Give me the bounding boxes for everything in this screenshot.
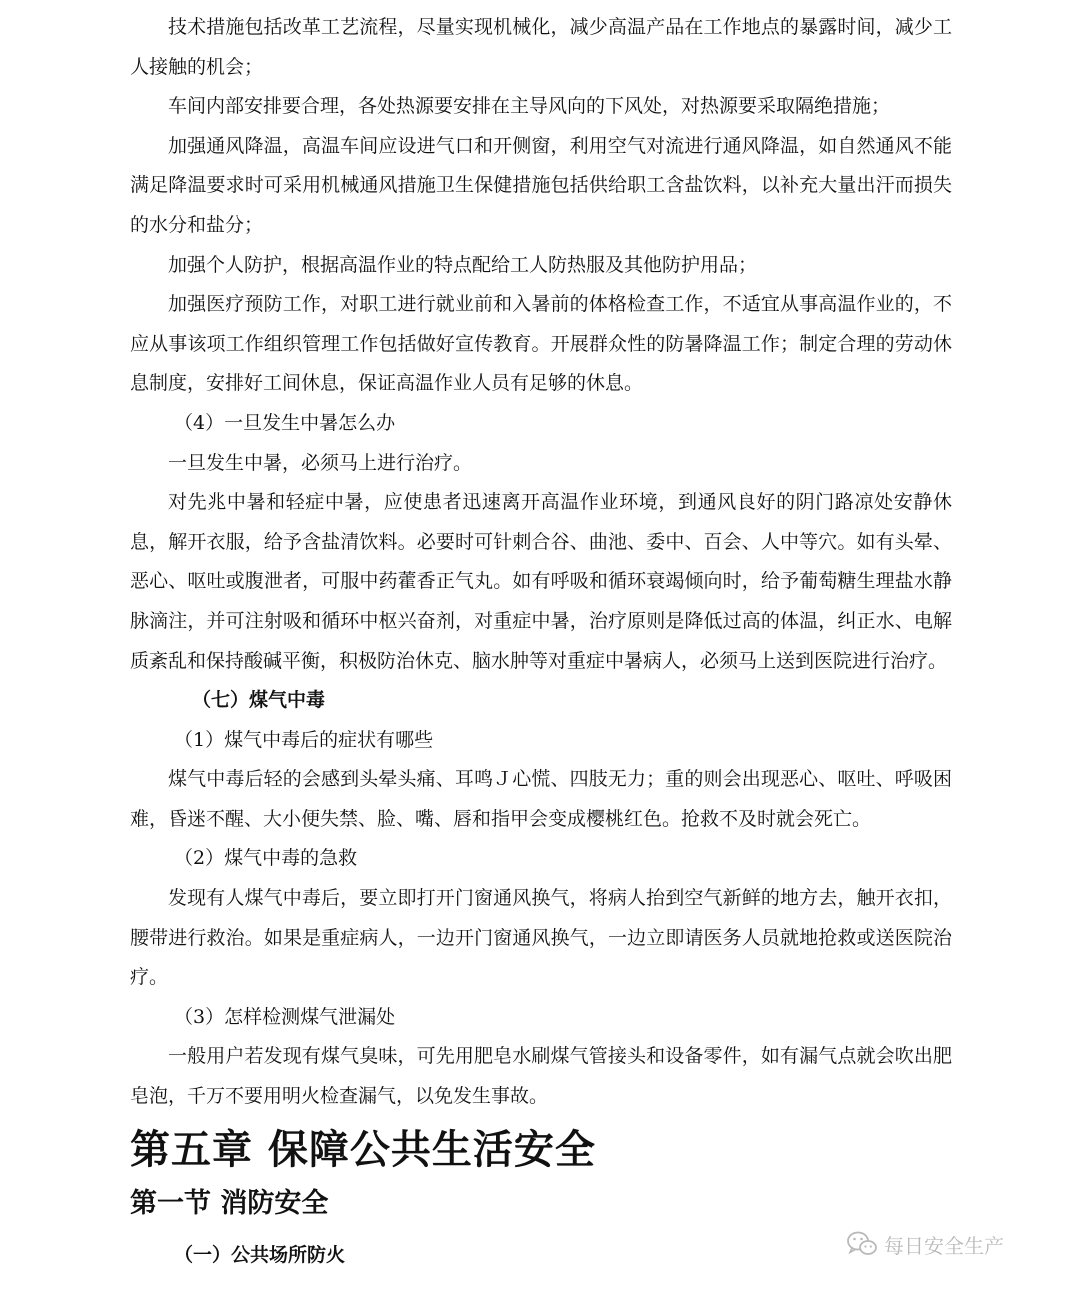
paragraph-medical-prevention: 加强医疗预防工作，对职工进行就业前和入暑前的体格检查工作，不适宜从事高温作业的，不应从事该项工作组织管理工作包括做好宣传教育。开展群众性的防暑降温工作；制定合理的劳动休息制度，安排好工间休息，保证高温作业人员有足够的休息。 bbox=[130, 293, 952, 395]
watermark bbox=[846, 1226, 1004, 1262]
section-title: 第一节 消防安全 bbox=[130, 1187, 329, 1219]
heatstroke-paragraph-2: 对先兆中暑和轻症中暑，应使患者迅速离开高温作业环境，到通风良好的阴门路凉处安静休息，解开衣服，给予含盐清饮料。必要时可针刺合谷、曲池、委中、百会、人中等穴。如有头晕、恶心、呕吐或腹泄者，可服中药藿香正气丸。如有呼吸和循环衰竭倾向时，给予葡萄糖生理盐水静脉滴注，并可注射吸和循环中枢兴奋剂，对重症中暑，治疗原则是降低过高的体温，纠正水、电解质紊乱和保持酸碱平衡，积极防治休克、脑水肿等对重症中暑病人，必须马上送到医院进行治疗。 bbox=[130, 491, 952, 672]
gas-answer-2: 发现有人煤气中毒后，要立即打开门窗通风换气，将病人抬到空气新鲜的地方去，触开衣扣，腰带进行救治。如果是重症病人，一边开门窗通风换气，一边立即请医务人员就地抢救或送医院治疗。 bbox=[130, 887, 952, 989]
paragraph-personal-protection: 加强个人防护，根据高温作业的特点配给工人防热服及其他防护用品； bbox=[168, 253, 758, 276]
gas-poisoning-title: （七）煤气中毒 bbox=[192, 689, 326, 712]
paragraph-technical-measures: 技术措施包括改革工艺流程，尽量实现机械化，减少高温产品在工作地点的暴露时间，减少工人接触的机会； bbox=[130, 16, 952, 78]
watermark-text: 每日安全生产 bbox=[884, 1233, 1004, 1258]
subsection-title: （一）公共场所防火 bbox=[174, 1243, 346, 1266]
gas-answer-1: 煤气中毒后轻的会感到头晕头痛、耳鸣Ｊ心慌、四肢无力；重的则会出现恶心、呕吐、呼吸困难，昏迷不醒、大小便失禁、脸、嘴、唇和指甲会变成樱桃红色。抢救不及时就会死亡。 bbox=[130, 768, 952, 830]
wechat-icon bbox=[846, 1230, 878, 1258]
gas-question-2: （2）煤气中毒的急救 bbox=[174, 847, 358, 870]
paragraph-workshop-layout: 车间内部安排要合理，各处热源要安排在主导风向的下风处，对热源要采取隔绝措施； bbox=[168, 95, 891, 118]
paragraph-ventilation: 加强通风降温，高温车间应设进气口和开侧窗，利用空气对流进行通风降温，如自然通风不能满足降温要求时可采用机械通风措施卫生保健措施包括供给职工含盐饮料，以补充大量出汗而损失的水分和盐分； bbox=[130, 134, 952, 236]
chapter-title: 第五章 保障公共生活安全 bbox=[130, 1126, 596, 1173]
gas-answer-3: 一般用户若发现有煤气臭味，可先用肥皂水刷煤气管接头和设备零件，如有漏气点就会吹出肥皂泡，千万不要用明火检查漏气，以免发生事故。 bbox=[130, 1045, 952, 1108]
heatstroke-heading: （4）一旦发生中暑怎么办 bbox=[174, 411, 396, 434]
heatstroke-paragraph-1: 一旦发生中暑，必须马上进行治疗。 bbox=[168, 451, 473, 474]
document-body bbox=[130, 8, 952, 1275]
gas-question-1: （1）煤气中毒后的症状有哪些 bbox=[174, 728, 434, 751]
gas-question-3: （3）怎样检测煤气泄漏处 bbox=[174, 1005, 396, 1028]
